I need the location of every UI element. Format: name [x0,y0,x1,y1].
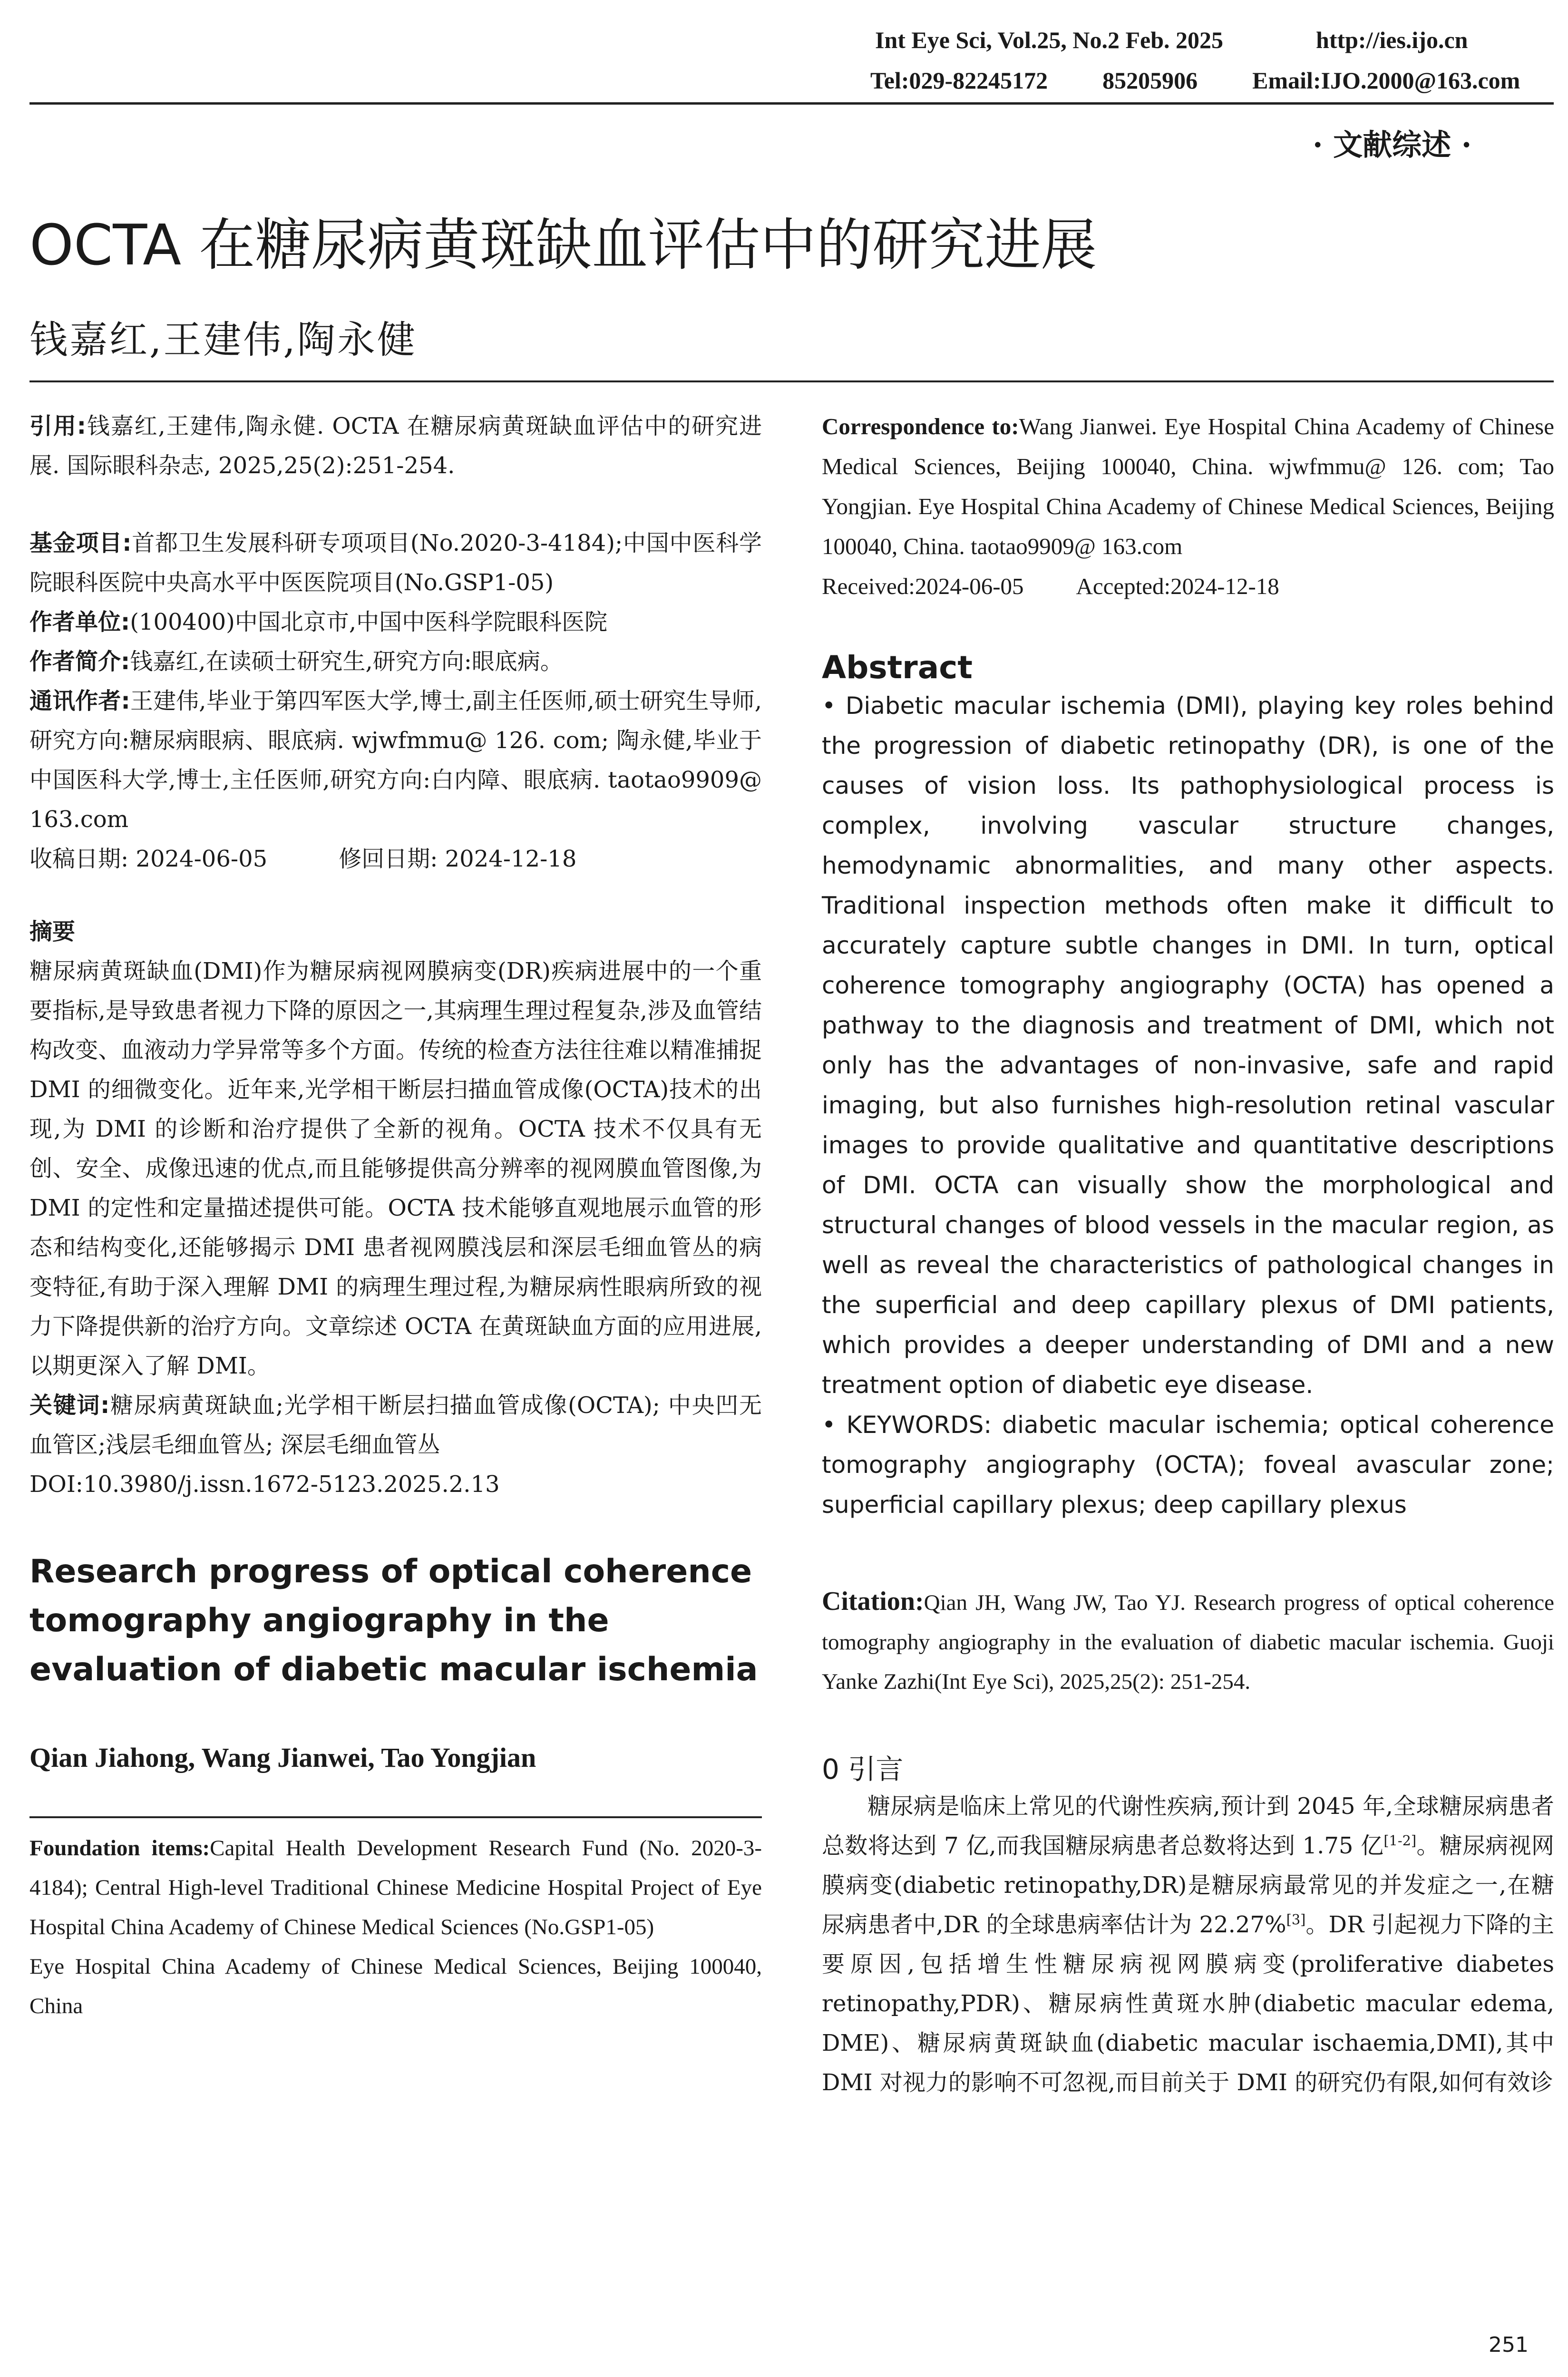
keywords-cn-text: 糖尿病黄斑缺血;光学相干断层扫描血管成像(OCTA); 中央凹无血管区;浅层毛细血管丛; 深层毛细血管丛 [29,1392,762,1458]
correspondence-text: Wang Jianwei. Eye Hospital China Academy of Chinese Medical Sciences, Beijing 100040, China. wjwfmmu@ 126. com; Tao Yongjian. Eye Hospital China Academy of Chinese Medical Sciences, Beijing 100040, China. taotao9909@ 163.com [822,413,1555,559]
journal-tel: Tel:029-82245172 [870,67,1048,94]
accepted-en: Accepted:2024-12-18 [1076,573,1279,599]
citation-en-text: Qian JH, Wang JW, Tao YJ. Research progress of optical coherence tomography angiography in the evaluation of diabetic macular ischemia. Guoji Yanke Zazhi(Int Eye Sci), 2025,25(2): 251-254. [822,1590,1554,1694]
citation-cn [29,407,762,486]
abstract-en-text: • Diabetic macular ischemia (DMI), playing key roles behind the progression of diabetic retinopathy (DR), is one of the causes of vision loss. Its pathophysiological process is complex, involving vascular structure changes, hemodynamic abnormalities, and many other aspects. Traditional inspection methods often make it difficult to accurately capture subtle changes in DMI. In turn, optical coherence tomography angiography (OCTA) has opened a pathway to the diagnosis and treatment of DMI, which not only has the advantages of non-invasive, safe and rapid imaging, but also furnishes high-resolution retinal vascular images to provide qualitative and quantitative descriptions of DMI. OCTA can visually show the morphological and structural changes of blood vessels in the macular region, as well as reveal the characteristics of pathological changes in the superficial and deep capillary plexus of DMI patients, which provides a deeper understanding of DMI and a new treatment option of diabetic eye disease. [822,692,1554,1399]
doi[interactable]: DOI:10.3980/j.issn.1672-5123.2025.2.13 [29,1471,500,1498]
authors-cn: 钱嘉红,王建伟,陶永健 [29,318,417,362]
intro-ref-2[interactable]: [3] [1286,1911,1306,1928]
fund-text: 首都卫生发展科研专项项目(No.2020-3-4184);中国中医科学院眼科医院中央高水平中医医院项目(No.GSP1-05) [29,530,762,596]
corr-cn-text: 王建伟,毕业于第四军医大学,博士,副主任医师,硕士研究生导师,研究方向:糖尿病眼病、眼底病. wjwfmmu@ 126. com; 陶永健,毕业于中国医科大学,博士,主任医师,研究方向:白内障、眼底病. taotao9909@ 163.com [29,688,762,833]
abstract-heading: Abstract [822,649,973,686]
intro-text-3: 。DR 引起视力下降的主要原因,包括增生性糖尿病视网膜病变(proliferative diabetes retinopathy,PDR)、糖尿病性黄斑水肿(diabetic macular edema, DME)、糖尿病黄斑缺血(diabetic macular ischaemia,DMI),其中 DMI 对视力的影响不可忽视,而目前关于 DMI 的研究仍有限,如何有效诊 [822,1911,1554,2096]
dates-cn [29,839,762,879]
affiliation-en: Eye Hospital China Academy of Chinese Medical Sciences, Beijing 100040, China [29,1954,762,2018]
section-tag: · 文献综述 · [1313,127,1472,162]
citation-cn-label: 引用: [29,413,86,439]
keywords-cn [29,1386,762,1465]
journal-email[interactable]: Email:IJO.2000@163.com [1252,67,1520,94]
author-bio [29,642,762,682]
journal-url[interactable]: http://ies.ijo.cn [1316,27,1468,53]
citation-cn-text: 钱嘉红,王建伟,陶永健. OCTA 在糖尿病黄斑缺血评估中的研究进展. 国际眼科杂志, 2025,25(2):251-254. [29,413,762,479]
citation-en [822,1582,1554,1702]
bio-text: 钱嘉红,在读硕士研究生,研究方向:眼底病。 [130,648,563,675]
corresponding-author-cn [29,682,762,839]
unit-label: 作者单位: [29,609,130,635]
revised-cn: 修回日期: 2024-12-18 [339,846,577,872]
left-column [29,407,762,2026]
received-en: Received:2024-06-05 [822,573,1024,599]
foundation-text: Capital Health Development Research Fund (No. 2020-3-4184); Central High-level Traditional Chinese Medicine Hospital Project of Eye Hospital China Academy of Chinese Medical Sciences (No.GSP1-05) [29,1836,762,1939]
author-unit [29,603,762,642]
keywords-cn-label: 关键词: [29,1392,110,1419]
bio-label: 作者简介: [29,648,130,675]
keywords-en: • KEYWORDS: diabetic macular ischemia; optical coherence tomography angiography (OCTA); foveal avascular zone; superficial capillary plexus; deep capillary plexus [822,1411,1554,1519]
header-rule [29,102,1554,105]
intro-heading: 0 引言 [822,1753,904,1785]
abstract-cn-text: 糖尿病黄斑缺血(DMI)作为糖尿病视网膜病变(DR)疾病进展中的一个重要指标,是导致患者视力下降的原因之一,其病理生理过程复杂,涉及血管结构改变、血液动力学异常等多个方面。传统的检查方法往往难以精准捕捉DMI 的细微变化。近年来,光学相干断层扫描血管成像(OCTA)技术的出现,为 DMI 的诊断和治疗提供了全新的视角。OCTA 技术不仅具有无创、安全、成像迅速的优点,而且能够提供高分辨率的视网膜血管图像,为 DMI 的定性和定量描述提供可能。OCTA 技术能够直观地展示血管的形态和结构变化,还能够揭示 DMI 患者视网膜浅层和深层毛细血管丛的病变特征,有助于深入理解 DMI 的病理生理过程,为糖尿病性眼病所致的视力下降提供新的治疗方向。文章综述 OCTA 在黄斑缺血方面的应用进展,以期更深入了解 DMI。 [29,958,762,1379]
correspondence-en [822,407,1554,566]
foundation-items [29,1829,762,1947]
correspondence-label: Correspondence to: [822,413,1019,439]
title-rule [29,380,1554,382]
article-title: OCTA 在糖尿病黄斑缺血评估中的研究进展 [29,212,1097,278]
intro-text-1: 糖尿病是临床上常见的代谢性疾病,预计到 2045 年,全球糖尿病患者总数将达到 7 亿,而我国糖尿病患者总数将达到 1.75 亿 [822,1793,1554,1859]
abstract-cn-label: 摘要 [29,918,76,945]
journal-header-line2 [870,67,1550,94]
intro-text-2: 。糖尿病视网膜病变(diabetic retinopathy,DR)是糖尿病最常见的并发症之一,在糖尿病患者中,DR 的全球患病率估计为 22.27% [822,1832,1554,1938]
unit-text: (100400)中国北京市,中国中医科学院眼科医院 [130,609,608,635]
foundation-label: Foundation items: [29,1836,210,1861]
right-column [822,407,1554,2103]
fund-info [29,524,762,603]
journal-header-line1 [875,26,1550,54]
citation-en-label: Citation: [822,1587,924,1616]
english-title: Research progress of optical coherence tomography angiography in the evaluation of diabetic macular ischemia [29,1553,758,1688]
fund-label: 基金项目: [29,530,132,556]
corr-cn-label: 通讯作者: [29,688,130,714]
author-rule [29,1816,762,1818]
journal-citation: Int Eye Sci, Vol.25, No.2 Feb. 2025 [875,27,1224,53]
english-authors: Qian Jiahong, Wang Jianwei, Tao Yongjian [29,1742,536,1773]
intro-paragraph [822,1787,1554,2103]
page-number: 251 [1489,2333,1529,2357]
dates-en [822,566,1554,606]
journal-tel2: 85205906 [1102,67,1198,94]
received-cn: 收稿日期: 2024-06-05 [29,846,268,872]
intro-ref-1[interactable]: [1-2] [1383,1832,1417,1849]
